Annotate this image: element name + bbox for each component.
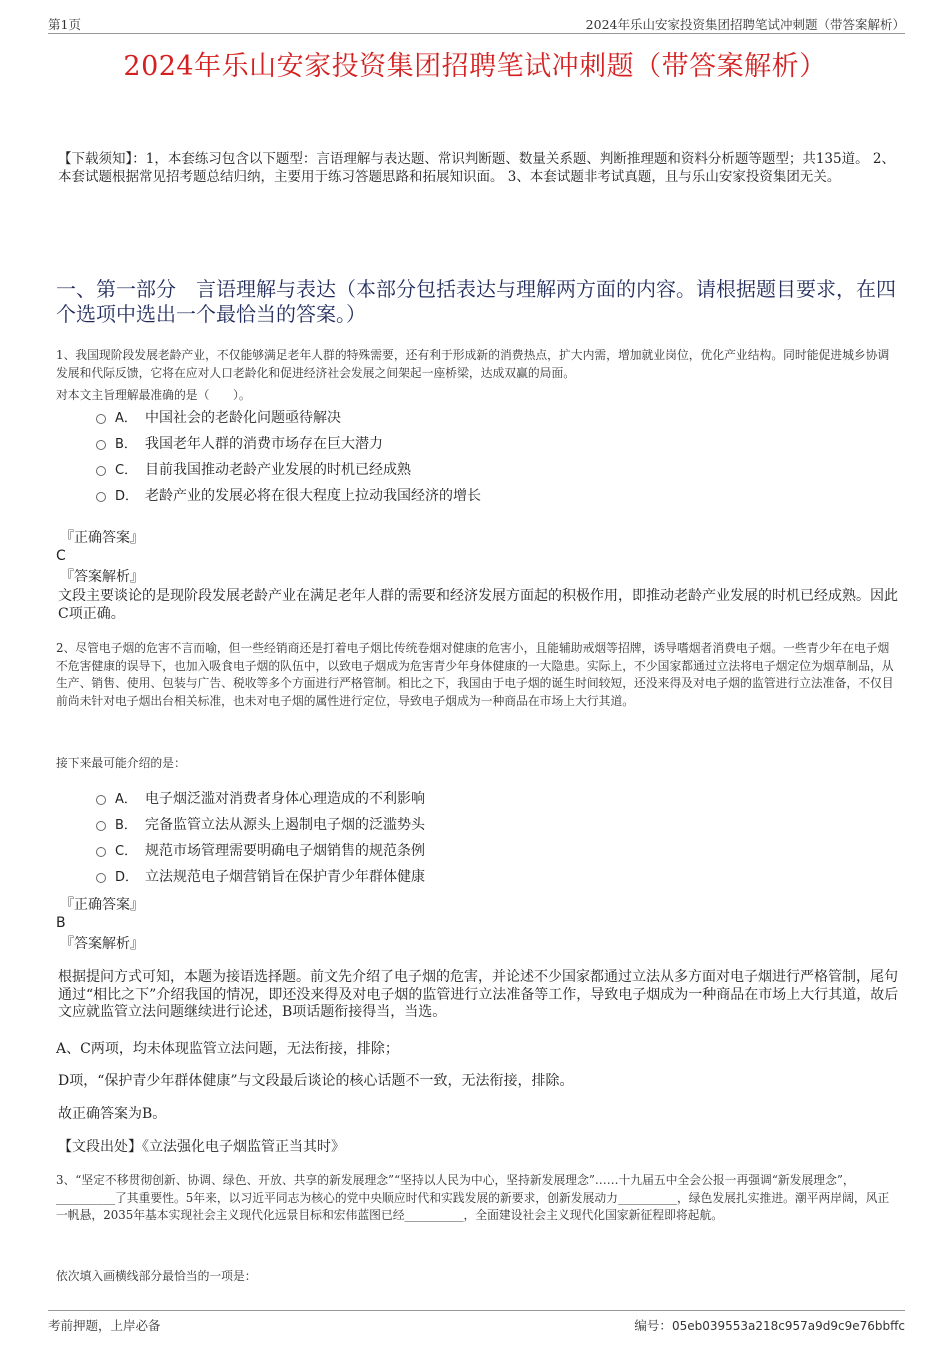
q2-analysis-label: 『答案解析』 <box>60 936 144 952</box>
footer-slogan: 考前押题，上岸必备 <box>48 1318 161 1333</box>
footer-code: 编号：05eb039553a218c957a9d9c9e76bbffc <box>634 1318 905 1333</box>
q2-option-b[interactable]: B． 完备监管立法从源头上遏制电子烟的泛滥势头 <box>96 815 425 835</box>
question-3-stem: 3、“坚定不移贯彻创新、协调、绿色、开放、共享的新发展理念”“坚持以人民为中心，坚持新发展理念”……十九届五中全会公报一再强调“新发展理念”，__________了其重要性。5年来，以习近平同志为核心的党中央顺应时代和实践发展的新要求，创新发展动力__________，绿色发展扎实推进。潮平两岸阔，风正一帆悬，2035年基本实现社会主义现代化远景目标和宏伟蓝图已经__________，全面建设社会主义现代化国家新征程即将起航。 <box>56 1173 890 1222</box>
q2-option-c[interactable]: C． 规范市场管理需要明确电子烟销售的规范条例 <box>96 841 425 861</box>
q2-analysis-2: A、C两项，均未体现监管立法问题，无法衔接，排除； <box>56 1041 399 1057</box>
question-1-stem: 1、我国现阶段发展老龄产业，不仅能够满足老年人群的特殊需要，还有利于形成新的消费热点，扩大内需，增加就业岗位，优化产业结构。同时能促进城乡协调发展和代际反馈，它将在应对人口老龄化和促进经济社会发展之间架起一座桥梁，达成双赢的局面。 <box>56 348 890 380</box>
question-1-ask: 对本文主旨理解最准确的是（ ）。 <box>56 388 251 402</box>
radio-icon[interactable] <box>96 414 106 424</box>
page-footer <box>48 1310 905 1335</box>
q1-option-d[interactable]: D． 老龄产业的发展必将在很大程度上拉动我国经济的增长 <box>96 486 481 506</box>
q1-analysis-label: 『答案解析』 <box>60 569 144 585</box>
q2-option-d[interactable]: D． 立法规范电子烟营销旨在保护青少年群体健康 <box>96 867 425 887</box>
q2-analysis-3: D项，“保护青少年群体健康”与文段最后谈论的核心话题不一致，无法衔接，排除。 <box>58 1073 574 1089</box>
question-3-ask: 依次填入画横线部分最恰当的一项是： <box>56 1269 257 1283</box>
q2-answer: B <box>56 915 66 931</box>
radio-icon[interactable] <box>96 440 106 450</box>
radio-icon[interactable] <box>96 492 106 502</box>
section-title: 一、第一部分 言语理解与表达（本部分包括表达与理解两方面的内容。请根据题目要求，在四个选项中选出一个最恰当的答案。） <box>56 277 896 326</box>
radio-icon[interactable] <box>96 466 106 476</box>
download-notice: 【下载须知】：1，本套练习包含以下题型：言语理解与表达题、常识判断题、数量关系题、判断推理题和资料分析题等题型；共135道。 2、本套试题根据常见招考题总结归纳，主要用于练习答题思路和拓展知识面。 3、本套试题非考试真题，且与乐山安家投资集团无关。 <box>58 151 895 185</box>
q2-analysis: 根据提问方式可知，本题为接语选择题。前文先介绍了电子烟的危害，并论述不少国家都通过立法从多方面对电子烟进行严格管制，尾句通过“相比之下”介绍我国的情况，即还没来得及对电子烟的监管进行立法准备等工作，导致电子烟成为一种商品在市场上大行其道，故后文应就监管立法问题继续进行论述，B项话题衔接得当，当选。 <box>58 969 899 1020</box>
q2-answer-label: 『正确答案』 <box>60 897 144 913</box>
question-2-stem: 2、尽管电子烟的危害不言而喻，但一些经销商还是打着电子烟比传统卷烟对健康的危害小，且能辅助戒烟等招牌，诱导嗜烟者消费电子烟。一些青少年在电子烟不危害健康的误导下，也加入吸食电子烟的队伍中，以致电子烟成为危害青少年身体健康的一大隐患。实际上，不少国家都通过立法将电子烟定位为烟草制品，从生产、销售、使用、包装与广告、税收等多个方面进行严格管制。相比之下，我国由于电子烟的诞生时间较短，还没来得及对电子烟的监管进行立法准备，不仅目前尚未针对电子烟出台相关标准，也未对电子烟的属性进行定位，导致电子烟成为一种商品在市场上大行其道。 <box>56 641 894 708</box>
q2-analysis-4: 故正确答案为B。 <box>58 1106 167 1122</box>
page-header <box>48 14 905 34</box>
document-title: 2024年乐山安家投资集团招聘笔试冲刺题（带答案解析） <box>123 51 827 82</box>
q1-option-c[interactable]: C． 目前我国推动老龄产业发展的时机已经成熟 <box>96 460 411 480</box>
header-doc-title: 2024年乐山安家投资集团招聘笔试冲刺题（带答案解析） <box>585 17 905 32</box>
question-2-ask: 接下来最可能介绍的是： <box>56 756 186 770</box>
q2-source: 【文段出处】《立法强化电子烟监管正当其时》 <box>58 1139 345 1155</box>
q1-option-b[interactable]: B． 我国老年人群的消费市场存在巨大潜力 <box>96 434 383 454</box>
radio-icon[interactable] <box>96 821 106 831</box>
q1-option-a[interactable]: A． 中国社会的老龄化问题亟待解决 <box>96 408 341 428</box>
radio-icon[interactable] <box>96 873 106 883</box>
q1-answer: C <box>56 548 66 564</box>
page-number: 第1页 <box>48 17 81 32</box>
radio-icon[interactable] <box>96 795 106 805</box>
radio-icon[interactable] <box>96 847 106 857</box>
q1-answer-label: 『正确答案』 <box>60 530 144 546</box>
q2-option-a[interactable]: A． 电子烟泛滥对消费者身体心理造成的不利影响 <box>96 789 425 809</box>
q1-analysis: 文段主要谈论的是现阶段发展老龄产业在满足老年人群的需要和经济发展方面起的积极作用，即推动老龄产业发展的时机已经成熟。因此C项正确。 <box>58 588 898 622</box>
